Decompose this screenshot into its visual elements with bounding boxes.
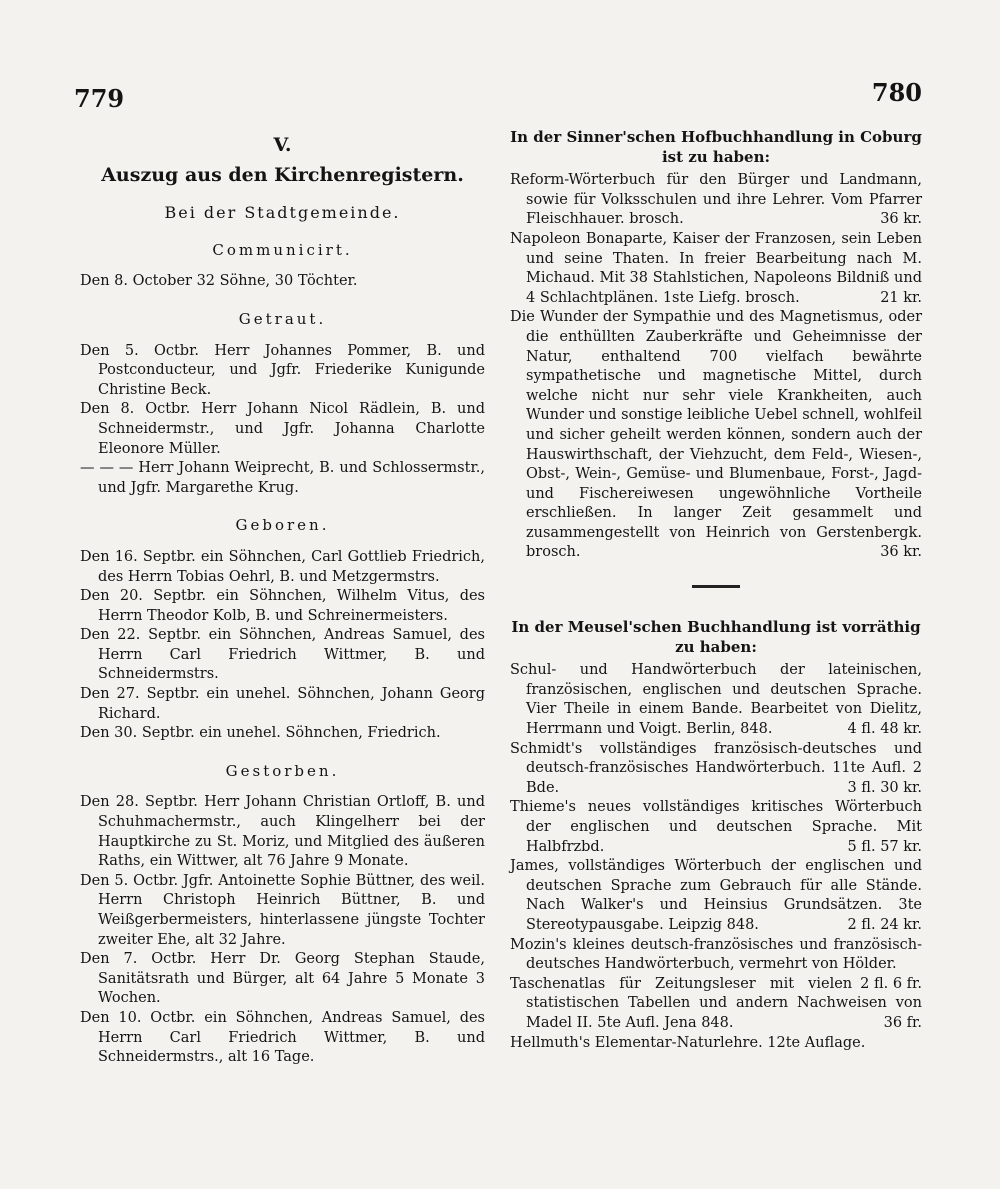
section-subtitle: Bei der Stadtgemeinde.	[164, 203, 401, 223]
list-item: Den 16. Septbr. ein Söhnchen, Carl Gottlieb Friedrich, des Herrn Tobias Oehrl, B. und Metzgermstrs.	[80, 548, 485, 585]
shop-heading-sinner: In der Sinner'schen Hofbuchhandlung in Coburg ist zu haben:	[510, 128, 922, 166]
book-title: Die Wunder der Sympathie und des Magnetismus, oder die enthüllten Zauberkräfte und Geheimnisse der Natur, enthaltend 700 vielfach bewährte sympathetische und magnetische Mittel, durch welche nicht nur sehr viele Krankheiten, auch Wunder und sonstige leibliche Uebel schnell, wohlfeil und sicher geheilt werden können, sondern auch der Hauswirthschaft, der Viehzucht, dem Feld-, Wiesen-, Obst-, Wein-, Gemüse- und Blumenbaue, Forst-, Jagd- und Fischereiwesen ungewöhnliche Vortheile erschließen. In langer Zeit gesammelt und zusammengestellt von Heinrich von Gerstenbergk. brosch.	[510, 309, 922, 561]
book-title: Reform-Wörterbuch für den Bürger und Landmann, sowie für Volksschulen und ihre Lehrer. Vom Pfarrer Fleischhauer. brosch.	[510, 172, 922, 228]
book-title: James, vollständiges Wörterbuch der englischen und deutschen Sprache zum Gebrauch für alle Stände. Nach Walker's und Heinsius Grundsätzen. 3te Stereotypausgabe. Leipzig 848.	[510, 858, 922, 933]
section-number: V.	[273, 134, 292, 156]
getraut-list	[80, 342, 485, 499]
book-price: 2 fl. 24 kr.	[847, 916, 922, 933]
page-number-left: 779	[74, 84, 125, 113]
list-item: Den 7. Octbr. Herr Dr. Georg Stephan Staude, Sanitätsrath und Bürger, alt 64 Jahre 5 Monate 3 Wochen.	[80, 951, 485, 1007]
list-item: Den 10. Octbr. ein Söhnchen, Andreas Samuel, des Herrn Carl Friedrich Wittmer, B. und Schneidermstrs., alt 16 Tage.	[80, 1009, 485, 1066]
book-price: 3 fl. 30 kr.	[847, 779, 922, 796]
getraut-heading: Getraut.	[238, 309, 327, 328]
book-title: Mozin's kleines deutsch-französisches und französisch-deutsches Handwörterbuch, vermehrt von Hölder.	[510, 936, 922, 973]
list-item	[510, 171, 922, 230]
gestorben-list	[80, 793, 485, 1067]
list-item: Den 27. Septbr. ein unehel. Söhnchen, Johann Georg Richard.	[80, 686, 485, 722]
book-title: Thieme's neues vollständiges kritisches Wörterbuch der englischen und deutschen Sprache. Mit Halbfrzbd.	[510, 799, 922, 855]
book-title: Hellmuth's Elementar-Naturlehre. 12te Auflage.	[510, 1034, 866, 1051]
geboren-heading: Geboren.	[235, 516, 330, 535]
list-item: Den 5. Octbr. Herr Johannes Pommer, B. und Postconducteur, und Jgfr. Friederike Kunigunde Christine Beck.	[80, 342, 485, 398]
list-item: Den 22. Septbr. ein Söhnchen, Andreas Samuel, des Herrn Carl Friedrich Wittmer, B. und Schneidermstrs.	[80, 627, 485, 683]
list-item	[510, 1034, 922, 1054]
geboren-list	[80, 548, 485, 744]
book-price: 36 kr.	[880, 544, 922, 561]
book-title: Schmidt's vollständiges französisch-deutsches und deutsch-französisches Handwörterbuch. 11te Aufl. 2 Bde.	[510, 740, 922, 796]
page-number-right: 780	[871, 78, 922, 107]
list-item	[510, 857, 922, 935]
book-price: 4 fl. 48 kr.	[847, 721, 922, 738]
book-title: Napoleon Bonaparte, Kaiser der Franzosen, sein Leben und seine Thaten. In freier Bearbeitung nach M. Michaud. Mit 38 Stahlstichen, Napoleons Bildniß und 4 Schlachtplänen. 1ste Liefg. brosch.	[510, 230, 922, 306]
book-title: Schul- und Handwörterbuch der lateinischen, französischen, englischen und deutschen Sprache. Vier Theile in einem Bande. Bearbeitet von Dielitz, Herrmann und Voigt. Berlin, 848.	[510, 662, 922, 738]
section-divider	[692, 585, 740, 588]
list-item	[510, 936, 922, 992]
shop1-book-list	[510, 171, 922, 563]
list-item: Den 8. Octbr. Herr Johann Nicol Rädlein, B. und Schneidermstr., und Jgfr. Johanna Charlotte Eleonore Müller.	[80, 401, 485, 457]
right-column	[510, 128, 922, 1053]
shop2-book-list	[510, 661, 922, 1053]
list-item: Den 5. Octbr. Jgfr. Antoinette Sophie Büttner, des weil. Herrn Christoph Heinrich Büttner, B. und Weißgerbermeisters, hinterlassene jüngste Tochter zweiter Ehe, alt 32 Jahre.	[80, 872, 485, 948]
book-price: 5 fl. 57 kr.	[847, 838, 922, 855]
book-title: Taschenatlas für Zeitungsleser mit vielen statistischen Tabellen und andern Nachweisen von Madel II. 5te Aufl. Jena 848.	[510, 975, 922, 1031]
list-item	[510, 230, 922, 308]
list-item: — — — Herr Johann Weiprecht, B. und Schlossermstr., und Jgfr. Margarethe Krug.	[80, 460, 485, 496]
left-column	[80, 128, 485, 1068]
book-price: 36 kr.	[880, 211, 922, 228]
book-price: 2 fl. 6 fr.	[860, 975, 922, 992]
list-item: Den 20. Septbr. ein Söhnchen, Wilhelm Vitus, des Herrn Theodor Kolb, B. und Schreinermeisters.	[80, 588, 485, 624]
communicirt-entry: Den 8. October 32 Söhne, 30 Töchter.	[80, 273, 358, 290]
communicirt-heading: Communicirt.	[212, 240, 353, 259]
list-item: Den 30. Septbr. ein unehel. Söhnchen, Friedrich.	[80, 725, 441, 742]
list-item	[510, 661, 922, 739]
list-item	[510, 740, 922, 799]
book-price: 21 kr.	[880, 289, 922, 306]
book-price: 36 fr.	[883, 1014, 922, 1031]
gestorben-heading: Gestorben.	[225, 761, 340, 780]
list-item: Den 28. Septbr. Herr Johann Christian Ortloff, B. und Schuhmachermstr., auch Klingelherr bei der Hauptkirche zu St. Moriz, und Mitglied des äußeren Raths, ein Wittwer, alt 76 Jahre 9 Monate.	[80, 794, 485, 870]
section-title: Auszug aus den Kirchenregistern.	[101, 163, 464, 186]
shop-heading-meusel: In der Meusel'schen Buchhandlung ist vorräthig zu haben:	[511, 618, 921, 656]
list-item	[510, 308, 922, 563]
list-item	[510, 798, 922, 857]
